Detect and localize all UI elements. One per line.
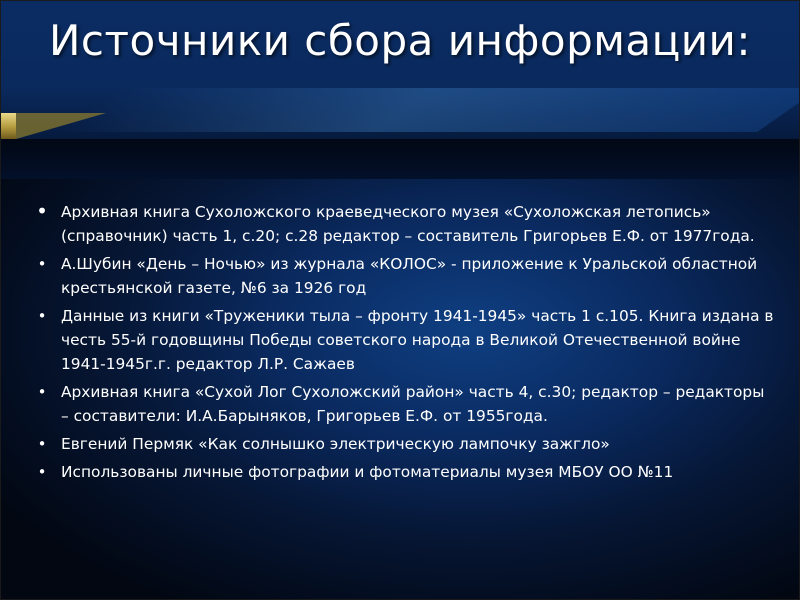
list-item-text: Архивная книга «Сухой Лог Сухоложский район» часть 4, с.30; редактор – редакторы – составители: И.А.Барыняков, Григорьев Е.Ф. от 1955года.	[61, 383, 765, 425]
bullet-icon: •	[37, 463, 47, 481]
gold-accent-bar	[0, 113, 16, 139]
list-item-text: А.Шубин «День – Ночью» из журнала «КОЛОС» - приложение к Уральской областной крестьянской газете, №6 за 1926 год	[61, 255, 758, 297]
list-item	[28, 252, 776, 300]
gold-accent-wedge	[16, 113, 106, 139]
list-item	[28, 200, 776, 248]
bullet-icon: •	[37, 435, 47, 453]
list-item-text: Евгений Пермяк «Как солнышко электрическую лампочку зажгло»	[61, 435, 610, 453]
list-item-text: Архивная книга Сухоложского краеведческого музея «Сухоложская летопись» (справочник) часть 1, с.20; с.28 редактор – составитель Григорьев Е.Ф. от 1977года.	[61, 203, 755, 245]
sources-list	[28, 200, 776, 488]
list-item-text: Данные из книги «Труженики тыла – фронту 1941-1945» часть 1 с.105. Книга издана в честь 55-й годовщины Победы советского народа в Великой Отечественной войне 1941-1945г.г. редактор Л.Р. Сажаев	[61, 307, 774, 373]
list-item	[28, 304, 776, 376]
bullet-icon: •	[37, 383, 47, 401]
divider-band	[0, 139, 800, 179]
bullet-icon: •	[37, 307, 47, 325]
list-item	[28, 432, 776, 456]
bullet-icon: •	[36, 199, 48, 223]
list-item	[28, 380, 776, 428]
bullet-icon: •	[37, 255, 47, 273]
list-item	[28, 460, 776, 484]
slide-title: Источники сбора информации:	[49, 16, 751, 65]
list-item-text: Использованы личные фотографии и фотоматериалы музея МБОУ ОО №11	[61, 463, 674, 481]
